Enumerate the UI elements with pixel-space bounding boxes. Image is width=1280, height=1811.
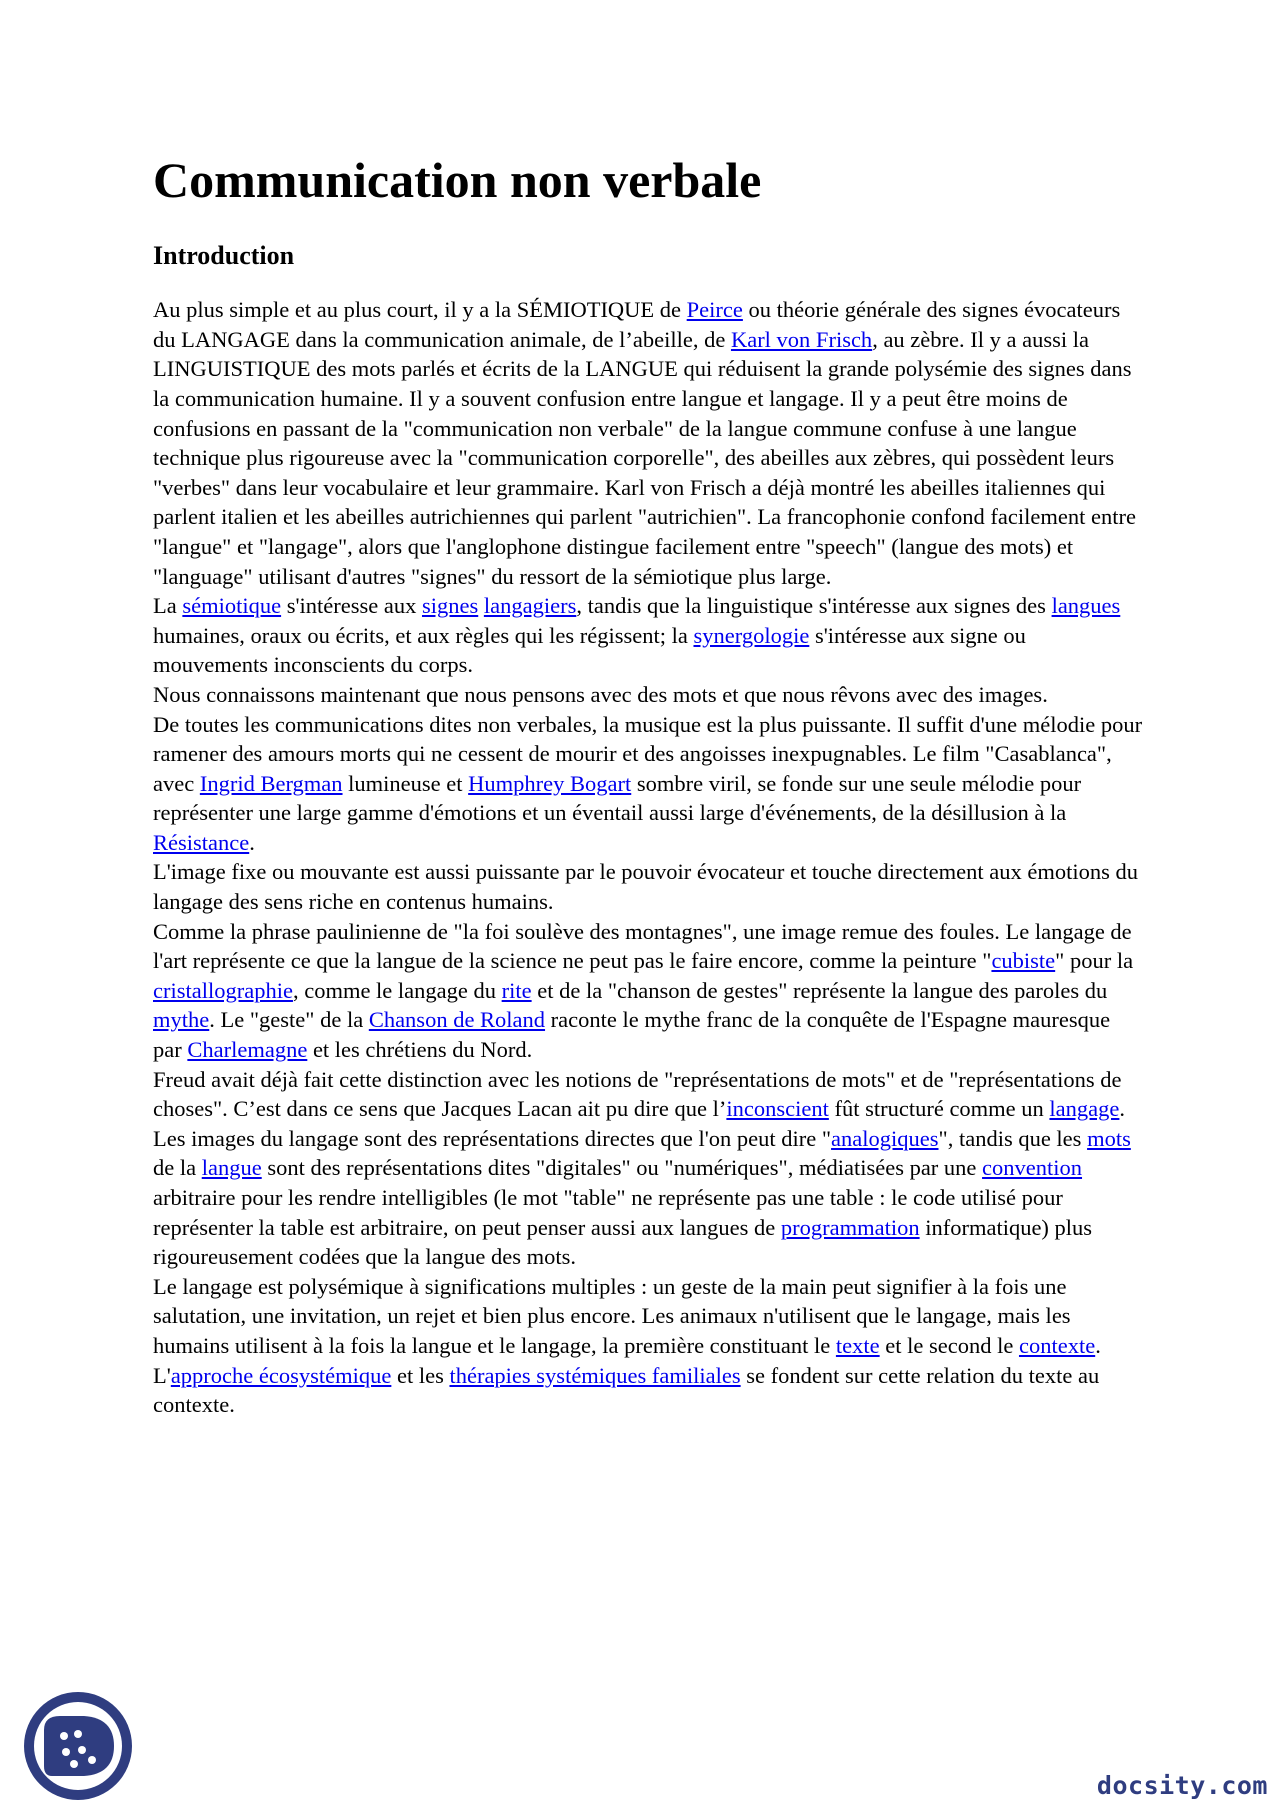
text-run: De toutes les communications dites non verbales, la musique est la plus puissante. Il suffit d'une mélodie pour ramener des amours morts qui ne cessent de mourir et des angoisses inexpugnables. Le film "Casablanca", avec — [153, 711, 1143, 796]
text-run: se fondent sur cette relation du texte au contexte. — [153, 1362, 1100, 1418]
inline-link[interactable]: Ingrid Bergman — [199, 770, 343, 796]
text-run: sont des représentations dites "digitales" ou "numériques", médiatisées par une — [261, 1155, 983, 1181]
text-run: . — [1119, 1096, 1126, 1122]
text-run: Au plus simple et au plus court, il y a la SÉMIOTIQUE de — [153, 297, 687, 323]
paragraph — [153, 710, 1143, 858]
text-run: informatique) plus rigoureusement codées que la langue des mots. — [153, 1214, 1093, 1270]
inline-link[interactable]: langue — [201, 1155, 262, 1181]
text-run: sombre viril, se fonde sur une seule mélodie pour représenter une large gamme d'émotions et un éventail aussi large d'événements, de la désillusion à la — [153, 770, 1082, 826]
paragraph — [153, 295, 1143, 591]
text-run: s'intéresse aux signe ou mouvements inconscients du corps. — [153, 622, 1026, 678]
inline-link[interactable]: cristallographie — [153, 977, 293, 1003]
inline-link[interactable]: convention — [982, 1155, 1083, 1181]
inline-link[interactable]: rite — [501, 977, 532, 1003]
inline-link[interactable]: synergologie — [693, 622, 810, 648]
text-run: L' — [153, 1362, 171, 1388]
paragraph — [153, 680, 1143, 710]
inline-link[interactable]: cubiste — [991, 948, 1056, 974]
docsity-brand-text[interactable]: docsity.com — [1096, 1771, 1268, 1800]
inline-link[interactable]: contexte — [1018, 1332, 1096, 1358]
inline-link[interactable]: langagiers — [483, 593, 577, 619]
text-run: , comme le langage du — [292, 977, 502, 1003]
inline-link[interactable]: analogiques — [831, 1125, 939, 1151]
text-run: . Le "geste" de la — [209, 1007, 369, 1033]
text-run: s'intéresse aux — [281, 593, 422, 619]
inline-link[interactable]: mots — [1087, 1125, 1131, 1151]
inline-link[interactable]: langues — [1051, 593, 1121, 619]
body-text — [153, 295, 1143, 1420]
text-run: de la — [153, 1155, 202, 1181]
inline-link[interactable]: Peirce — [686, 297, 743, 323]
text-run: . — [1095, 1332, 1101, 1358]
paragraph — [153, 1272, 1143, 1361]
text-run: et le second le — [879, 1332, 1019, 1358]
text-run: " pour la — [1055, 948, 1134, 974]
section-heading: Introduction — [153, 241, 295, 270]
inline-link[interactable]: programmation — [780, 1214, 920, 1240]
inline-link[interactable]: langage — [1049, 1096, 1120, 1122]
text-run: Freud avait déjà fait cette distinction avec les notions de "représentations de mots" et de "représentations de choses". C’est dans ce sens que Jacques Lacan ait pu dire que l’ — [153, 1066, 1122, 1122]
inline-link[interactable]: Charlemagne — [187, 1037, 308, 1063]
docsity-logo-icon[interactable] — [22, 1690, 134, 1802]
text-run: humaines, oraux ou écrits, et aux règles qui les régissent; la — [153, 622, 694, 648]
inline-link[interactable]: signes — [421, 593, 479, 619]
paragraph — [153, 591, 1143, 680]
text-run: raconte le mythe franc de la conquête de l'Espagne mauresque par — [153, 1007, 1111, 1063]
text-run: Nous connaissons maintenant que nous pensons avec des mots et que nous rêvons avec des images. — [153, 681, 1048, 707]
inline-link[interactable]: Chanson de Roland — [368, 1007, 546, 1033]
text-run: ", tandis que les — [938, 1125, 1088, 1151]
inline-link[interactable]: mythe — [153, 1007, 210, 1033]
inline-link[interactable]: Humphrey Bogart — [468, 770, 632, 796]
paragraph — [153, 857, 1143, 916]
text-run: fût structuré comme un — [828, 1096, 1050, 1122]
paragraph — [153, 1124, 1143, 1272]
inline-link[interactable]: Résistance — [153, 829, 250, 855]
text-run: L'image fixe ou mouvante est aussi puissante par le pouvoir évocateur et touche directement aux émotions du langage des sens riche en contenus humains. — [153, 859, 1139, 915]
inline-link[interactable]: texte — [835, 1332, 880, 1358]
inline-link[interactable]: inconscient — [726, 1096, 829, 1122]
text-run: Comme la phrase paulinienne de "la foi soulève des montagnes", une image remue des foules. Le langage de l'art représente ce que la langue de la science ne peut pas le faire encore, comme la peinture " — [153, 918, 1132, 974]
text-run: ou théorie générale des signes évocateurs du LANGAGE dans la communication animale, de l’abeille, de — [153, 297, 1121, 352]
document-page — [153, 150, 1143, 1420]
text-run: lumineuse et — [342, 770, 469, 796]
inline-link[interactable]: approche écosystémique — [170, 1362, 392, 1388]
text-run: arbitraire pour les rendre intelligibles (le mot "table" ne représente pas une table : le code utilisé pour représenter la table est arbitraire, on peut penser aussi aux langues de — [153, 1185, 1063, 1240]
text-run: . — [249, 829, 255, 855]
page-title: Communication non verbale — [153, 152, 762, 208]
paragraph — [153, 1361, 1143, 1420]
inline-link[interactable]: Karl von Frisch — [730, 326, 873, 352]
inline-link[interactable]: thérapies systémiques familiales — [449, 1362, 741, 1388]
text-run: La — [153, 593, 183, 619]
paragraph — [153, 917, 1143, 1065]
text-run: , tandis que la linguistique s'intéresse aux signes des — [576, 593, 1052, 619]
text-run: et les — [391, 1362, 450, 1388]
text-run: , au zèbre. Il y a aussi la LINGUISTIQUE des mots parlés et écrits de la LANGUE qui réduisent la grande polysémie des signes dans la communication humaine. Il y a souvent confusion entre langue et langage. Il y a peut être moins de confusions en passant de la "communication non verbale" de la langue commune confuse à une langue technique plus rigoureuse avec la "communication corporelle", des abeilles aux zèbres, qui possèdent leurs "verbes" dans leur vocabulaire et leur grammaire. Karl von Frisch a déjà montré les abeilles italiennes qui parlent italien et les abeilles autrichiennes qui parlent "autrichien". La francophonie confond facilement entre "langue" et "langage", alors que l'anglophone distingue facilement entre "speech" (langue des mots) et "language" utilisant d'autres "signes" du ressort de la sémiotique plus large. — [153, 326, 1136, 589]
text-run: et les chrétiens du Nord. — [307, 1037, 533, 1063]
inline-link[interactable]: sémiotique — [182, 593, 282, 619]
text-run: Le langage est polysémique à significations multiples : un geste de la main peut signifier à la fois une salutation, une invitation, un rejet et bien plus encore. Les animaux n'utilisent que le langage, mais les humains utilisent à la fois la langue et le langage, la première constituant le — [153, 1273, 1071, 1358]
text-run: Les images du langage sont des représentations directes que l'on peut dire " — [153, 1125, 832, 1151]
text-run: et de la "chanson de gestes" représente la langue des paroles du — [531, 977, 1108, 1003]
paragraph — [153, 1065, 1143, 1124]
